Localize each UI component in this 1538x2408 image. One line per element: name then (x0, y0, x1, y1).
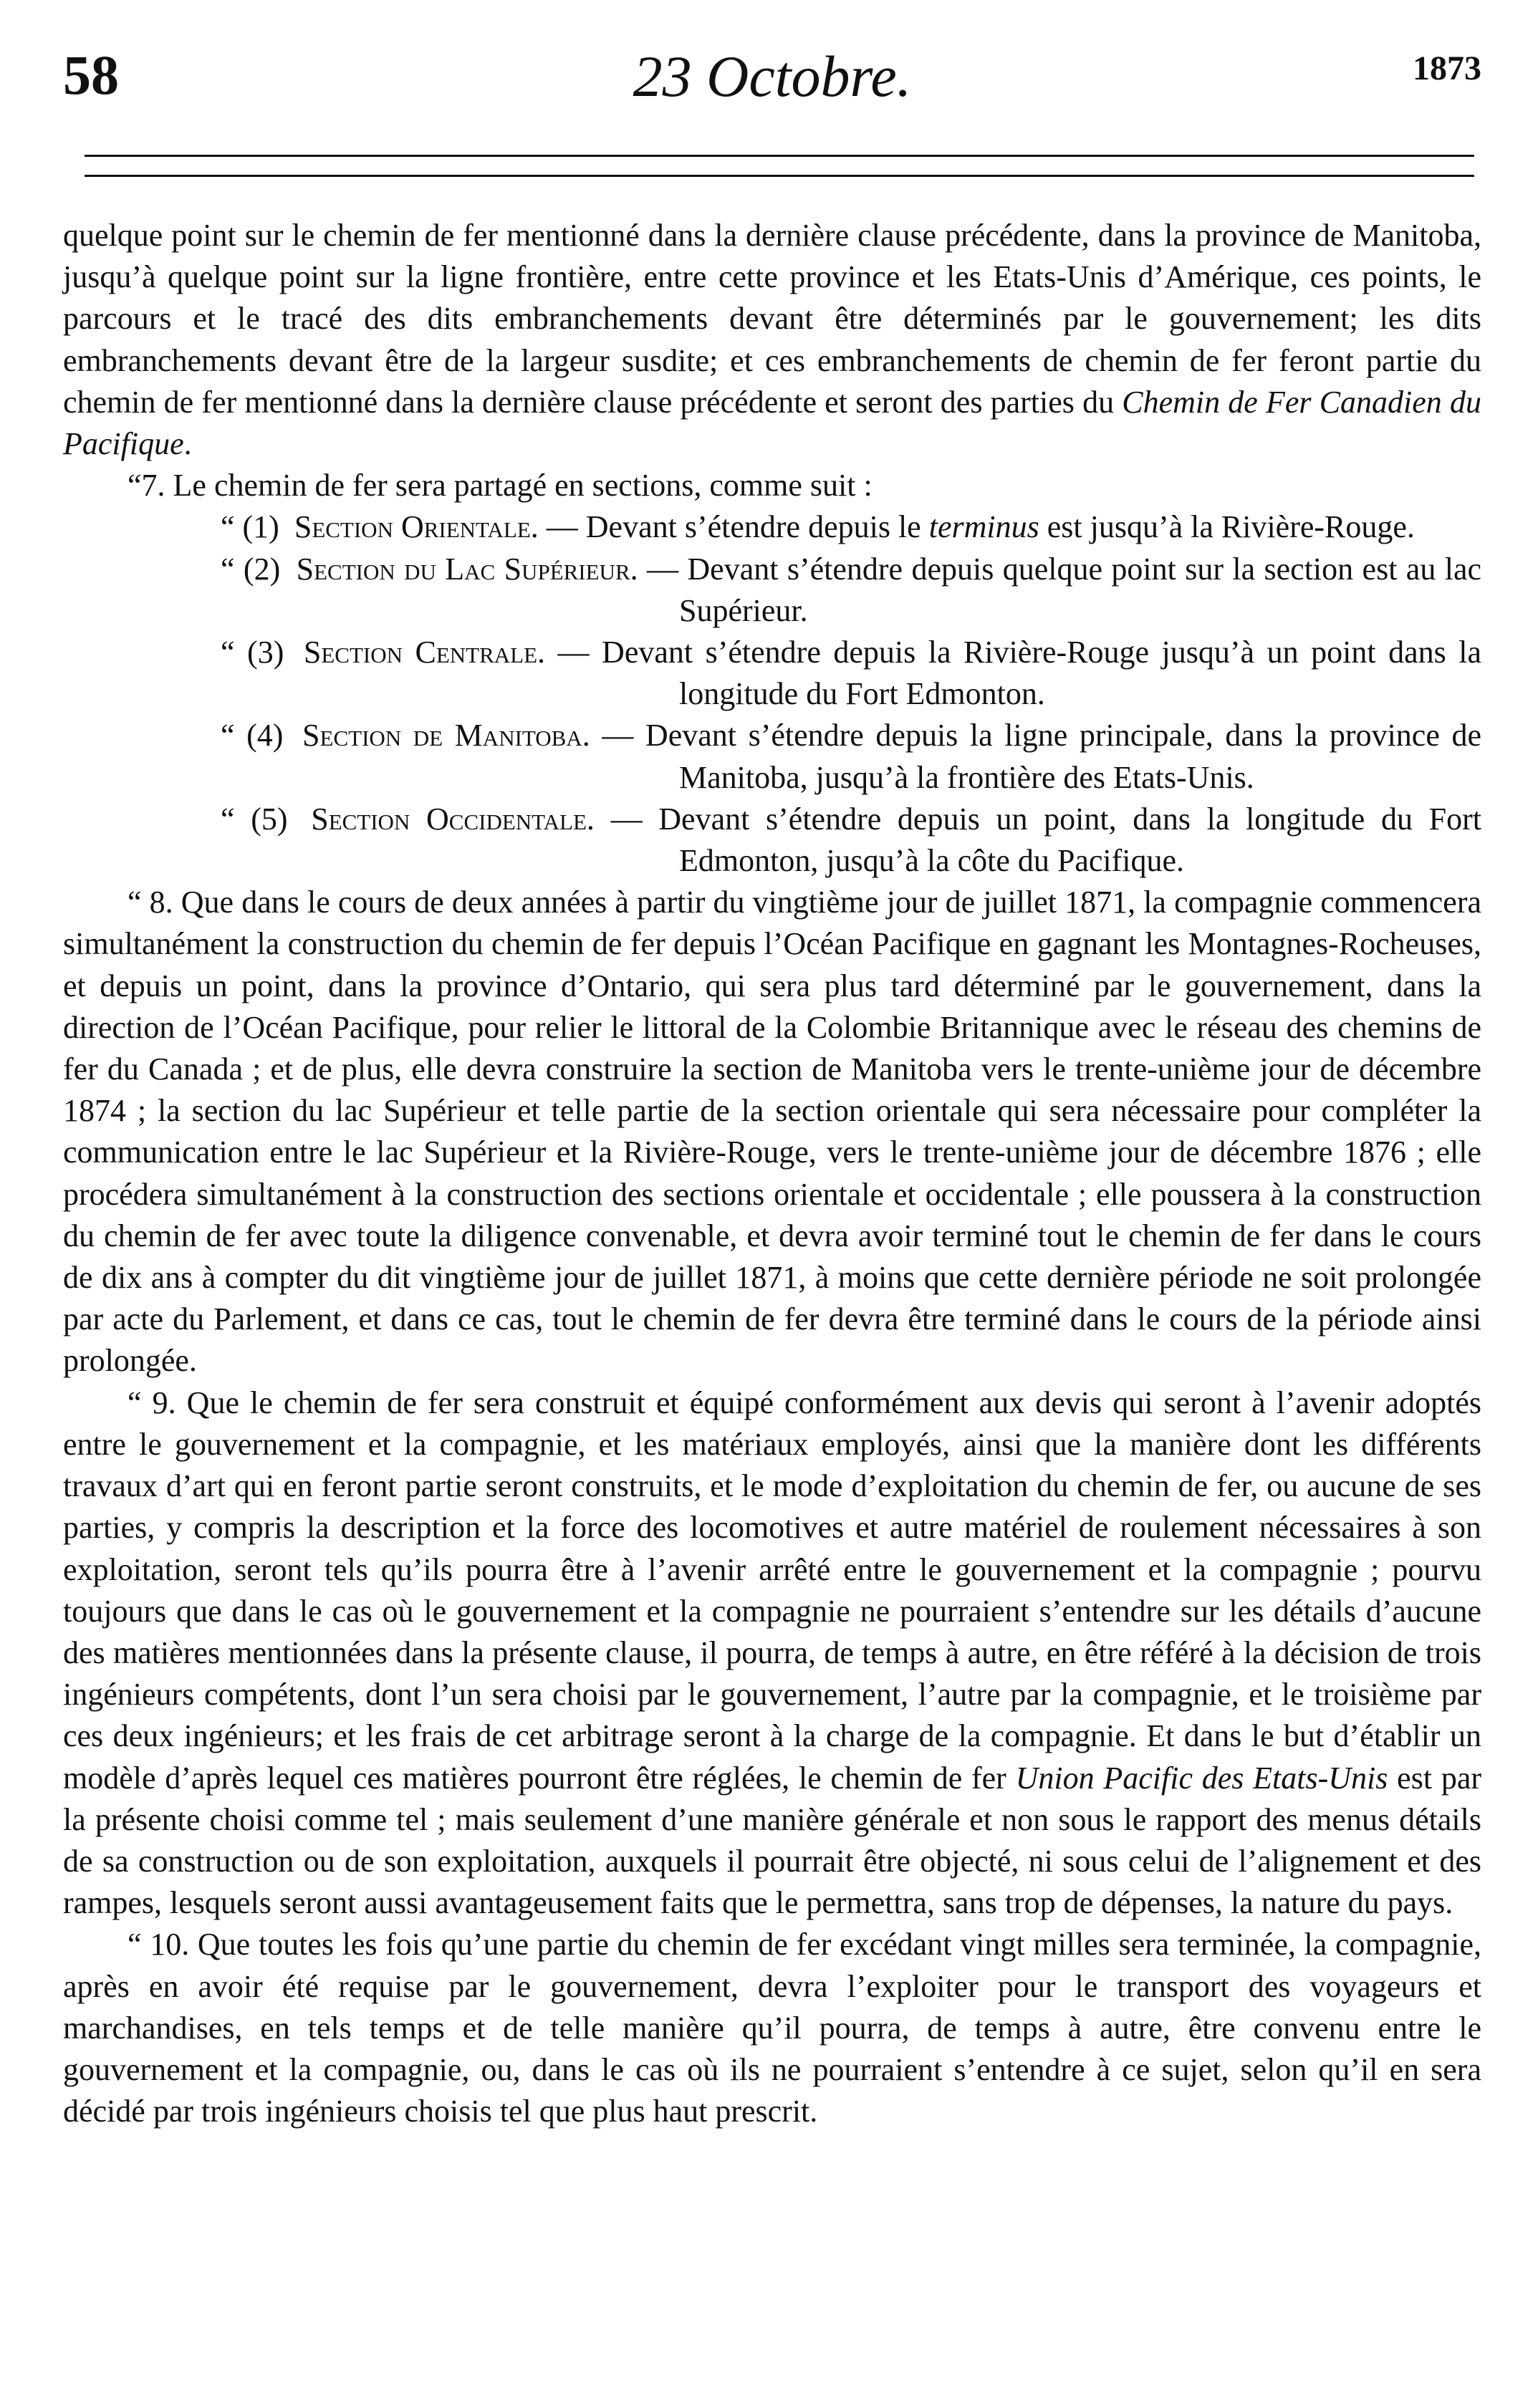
page (63, 43, 1482, 2129)
running-header (63, 43, 1481, 122)
clause-8: “ 8. Que dans le cours de deux années à partir du vingtième jour de juillet 1871, la compagnie commencera simultanément la construction du chemin de fer depuis l’Océan Pacifique en gagnant les Montagnes-Rocheuses, et depuis un point, dans la province d’Ontario, qui sera plus tard déterminé par le gouvernement, dans la direction de l’Océan Pacifique, pour relier le littoral de la Colombie Britannique avec le réseau des chemins de fer du Canada ; et de plus, elle devra construire la section de Manitoba vers le trente-unième jour de décembre 1874 ; la section du lac Supérieur et telle partie de la section orientale qui sera nécessaire pour compléter la communication entre le lac Supérieur et la Rivière-Rouge, vers le trente-unième jour de décembre 1876 ; elle procédera simultanément à la construction des sections orientale et occidentale ; elle poussera à la construction du chemin de fer avec toute la diligence convenable, et devra avoir terminé tout le chemin de fer dans le cours de dix ans à compter du dit vingtième jour de juillet 1871, à moins que cette dernière période ne soit prolongée par acte du Parlement, et dans ce cas, tout le chemin de fer devra être terminé dans le cours de la période ainsi prolongée. (63, 885, 1481, 1379)
section-item-5: “ (5) Section Occidentale. — Devant s’étendre depuis un point, dans la longitude du Fort Edmonton, jusqu’à la côte du Pacifique. (221, 801, 1482, 879)
page-number: 58 (63, 44, 119, 106)
section-item-4: “ (4) Section de Manitoba. — Devant s’étendre depuis la ligne principale, dans la province de Manitoba, jusqu’à la frontière des Etats-Unis. (221, 718, 1481, 795)
section-item-1: “ (1) Section Orientale. — Devant s’étendre depuis le terminus est jusqu’à la Rivière-Rouge. (221, 509, 1415, 545)
year: 1873 (1413, 49, 1481, 87)
header-rule-top (85, 155, 1474, 157)
section-item-2: “ (2) Section du Lac Supérieur. — Devant s’étendre depuis quelque point sur la section est au lac Supérieur. (221, 551, 1481, 628)
clause-7: “7. Le chemin de fer sera partagé en sections, comme suit : (128, 468, 873, 504)
paragraph-intro: quelque point sur le chemin de fer mentionné dans la dernière clause précédente, dans la province de Manitoba, jusqu’à quelque point sur la ligne frontière, entre cette province et les Etats-Unis d’Amérique, ces points, le parcours et le tracé des dits embranchements devant être déterminés par le gouvernement; les dits embranchements devant être de la largeur susdite; et ces embranchements de chemin de fer feront partie du chemin de fer mentionné dans la dernière clause précédente et seront des parties du Chemin de Fer Canadien du Pacifique. (63, 218, 1481, 462)
section-item-3: “ (3) Section Centrale. — Devant s’étendre depuis la Rivière-Rouge jusqu’à un point dans la longitude du Fort Edmonton. (221, 635, 1481, 712)
clause-10: “ 10. Que toutes les fois qu’une partie du chemin de fer excédant vingt milles sera terminée, la compagnie, après en avoir été requise par le gouvernement, devra l’exploiter pour le transport des voyageurs et marchandises, en tels temps et de telle manière qu’il pourra, de temps à autre, être convenu entre le gouvernement et la compagnie, ou, dans le cas où ils ne pourraient s’entendre à ce sujet, selon qu’il en sera décidé par trois ingénieurs choisis tel que plus haut prescrit. (63, 1927, 1481, 2129)
body-text (63, 215, 1481, 2132)
page-title: 23 Octobre. (633, 44, 912, 109)
clause-9: “ 9. Que le chemin de fer sera construit et équipé conformément aux devis qui seront à l’avenir adoptés entre le gouvernement et la compagnie, et les matériaux employés, ainsi que la manière dont les différents travaux d’art qui en feront partie seront construits, et le mode d’exploitation du chemin de fer, ou aucune de ses parties, y compris la description et la force des locomotives et autre matériel de roulement nécessaires à son exploitation, seront tels qu’ils pourra être à l’avenir arrêté entre le gouvernement et la compagnie ; pourvu toujours que dans le cas où le gouvernement et la compagnie ne pourraient s’entendre sur les détails d’aucune des matières mentionnées dans la présente clause, il pourra, de temps à autre, en être référé à la décision de trois ingénieurs compétents, dont l’un sera choisi par le gouvernement, l’autre par la compagnie, et le troisième par ces deux ingénieurs; et les frais de cet arbitrage seront à la charge de la compagnie. Et dans le but d’établir un modèle d’après lequel ces matières pourront être réglées, le chemin de fer Union Pacific des Etats-Unis est par la présente choisi comme tel ; mais seulement d’une manière générale et non sous le rapport des menus détails de sa construction ou de son exploitation, auxquels il pourrait être objecté, ni sous celui de l’alignement et des rampes, lesquels seront aussi avantageusement faits que le permettra, sans trop de dépenses, la nature du pays. (63, 1384, 1481, 1921)
header-rule-bottom (85, 175, 1474, 177)
